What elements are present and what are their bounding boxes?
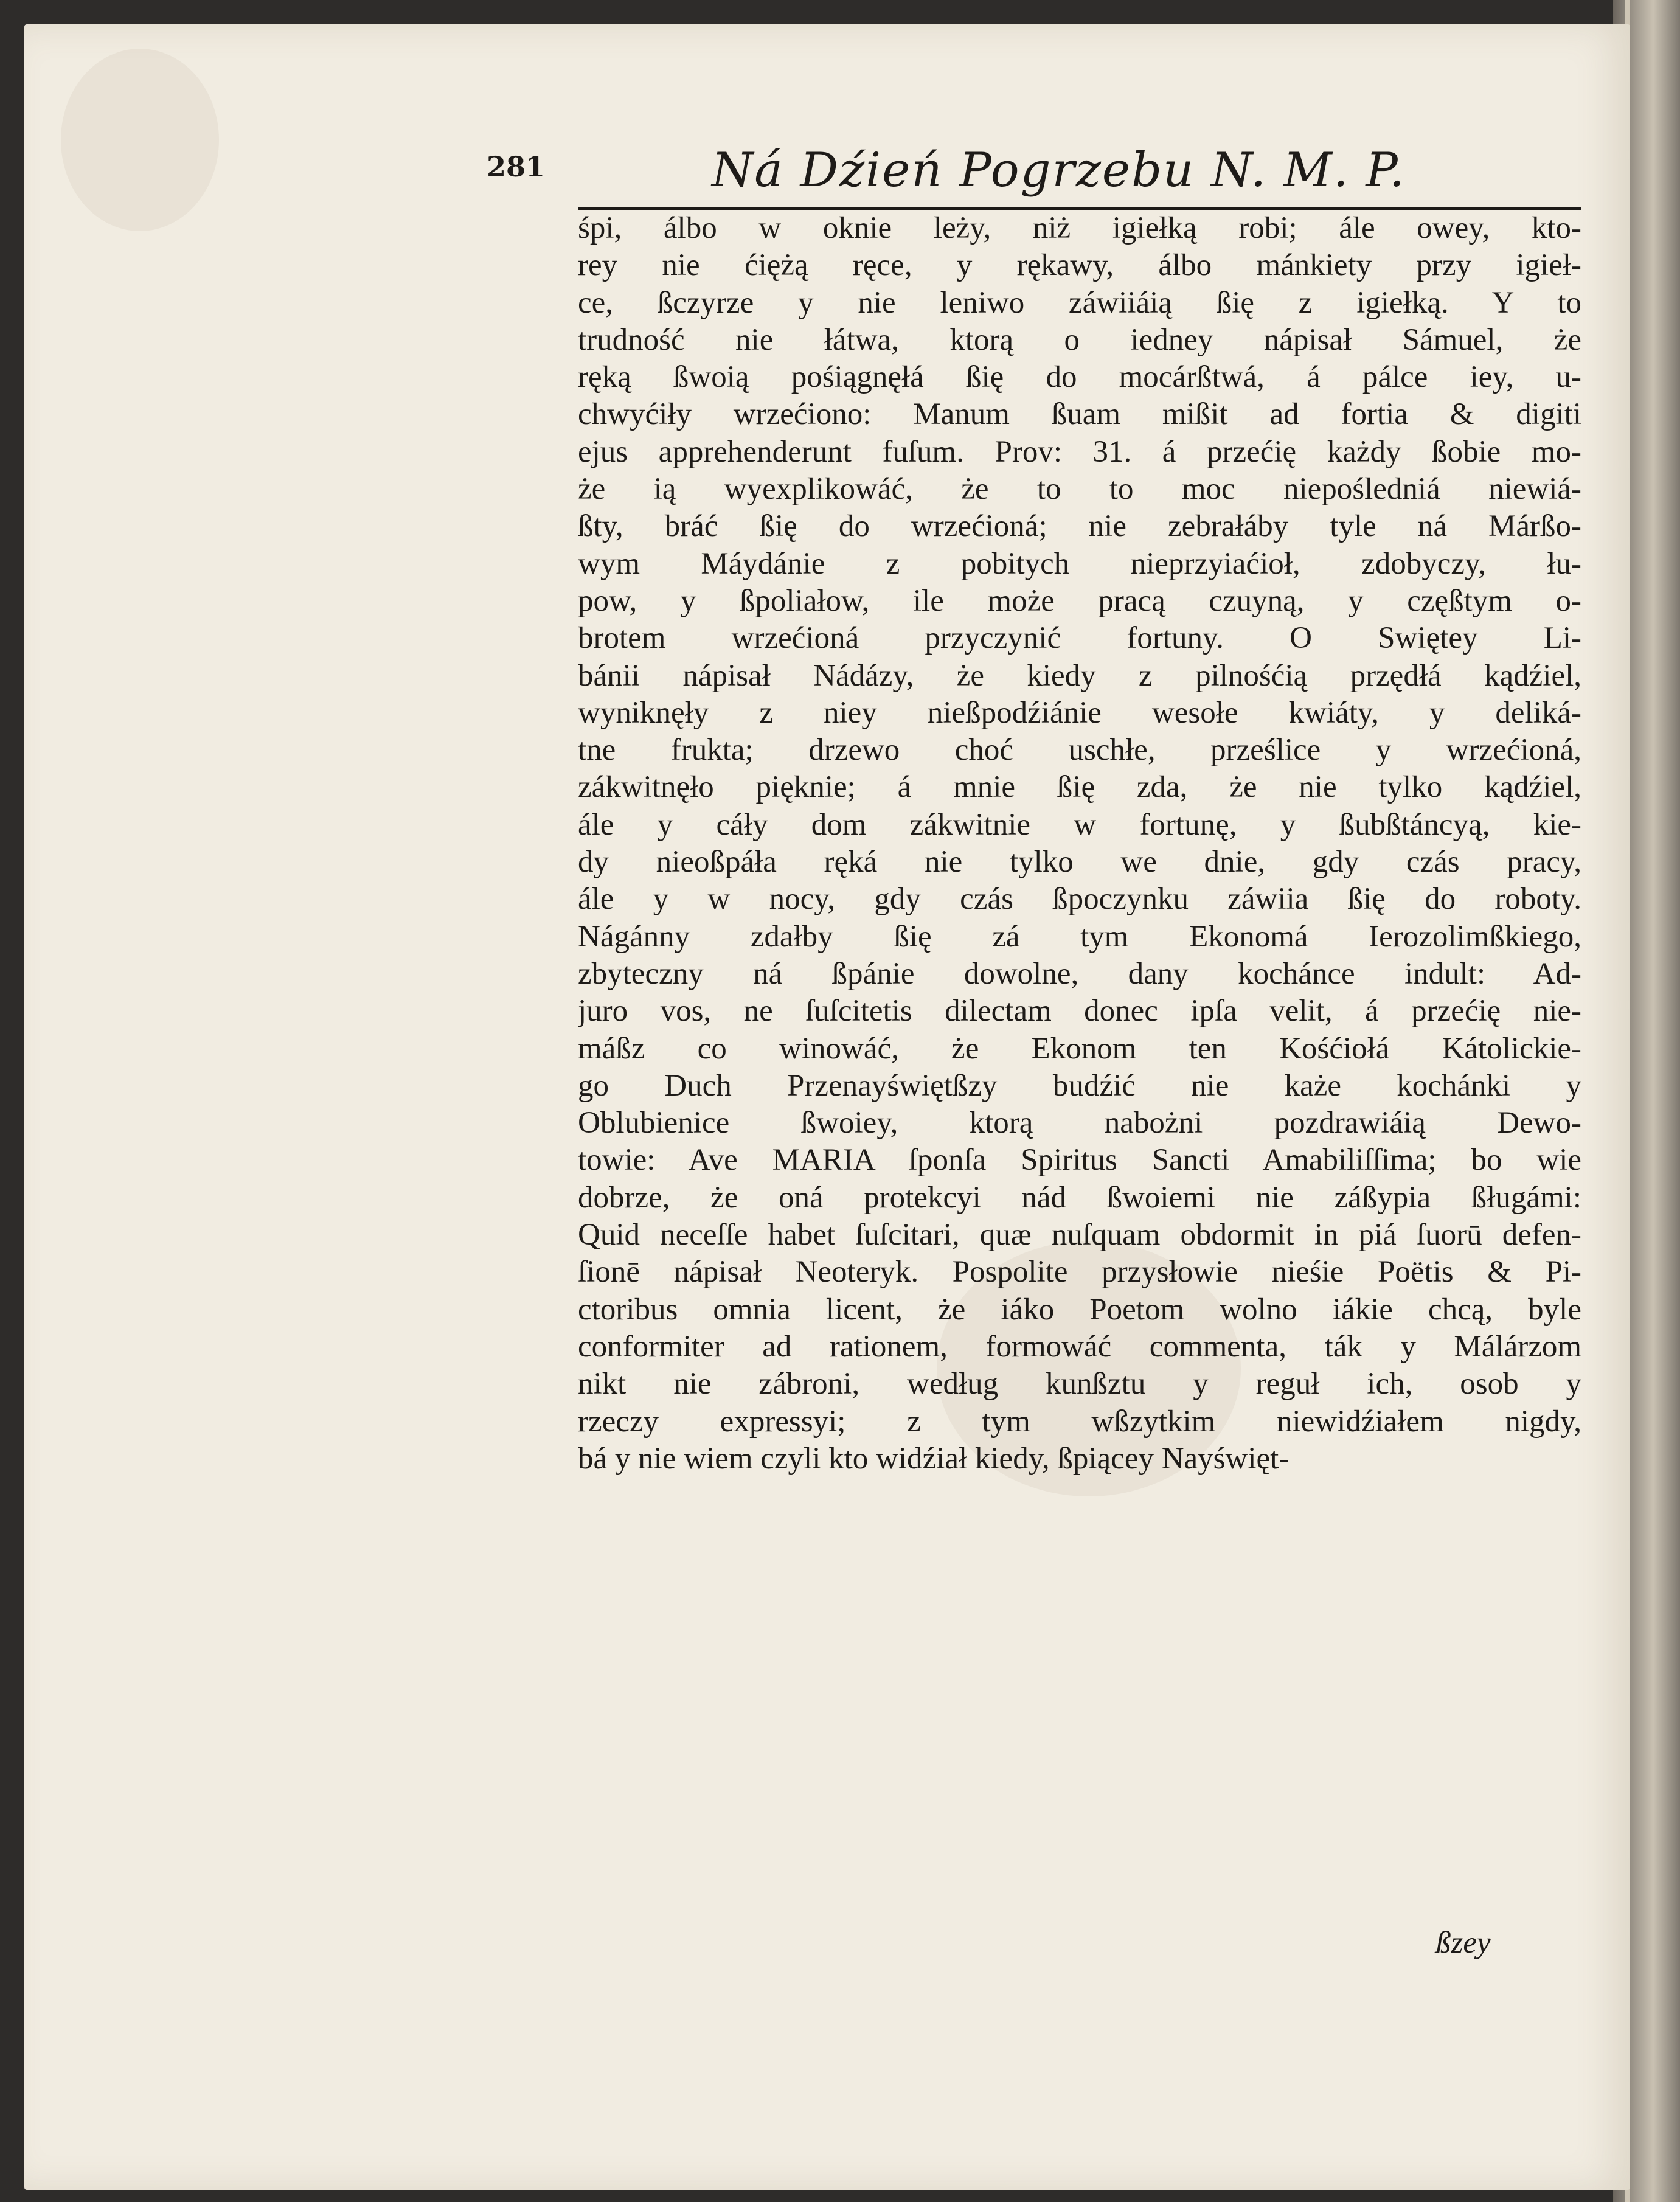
body-line: śpi, álbo w oknie leży, niż igiełką robi; ále owey, kto- — [578, 211, 1581, 245]
body-line: bánii nápisał Nádázy, że kiedy z pilnośćią przędłá kądźiel, — [578, 658, 1581, 693]
body-line: wyniknęły z niey nießpodźiánie wesołe kwiáty, y deliká- — [578, 695, 1581, 730]
text-block — [487, 143, 1581, 1960]
page-number: 281 — [487, 150, 546, 183]
body-line: ce, ßczyrze y nie leniwo záwiiáią ßię z igiełką. Y to — [578, 285, 1581, 320]
body-line: ręką ßwoią pośiągnęłá ßię do mocárßtwá, á pálce iey, u- — [578, 360, 1581, 395]
body-line: Nágánny zdałby ßię zá tym Ekonomá Ierozolimßkiego, — [578, 919, 1581, 954]
body-line: towie: Ave MARIA ſponſa Spiritus Sancti Amabiliſſima; bo wie — [578, 1143, 1581, 1178]
body-line: zákwitnęło pięknie; á mnie ßię zda, że nie tylko kądźiel, — [578, 770, 1581, 805]
body-line: ejus apprehenderunt fuſum. Prov: 31. á przećię każdy ßobie mo- — [578, 434, 1581, 469]
body-line: máßz co winowáć, że Ekonom ten Kośćiołá Kátolickie- — [578, 1031, 1581, 1066]
body-text — [578, 210, 1581, 1478]
running-title: Ná Dźień Pogrzebu N. M. P. — [712, 143, 1406, 198]
body-line: ßty, bráć ßię do wrzećioná; nie zebrałáby tyle ná Márßo- — [578, 509, 1581, 544]
body-line: ále y w nocy, gdy czás ßpoczynku záwiia ßię do roboty. — [578, 882, 1581, 917]
catchword: ßzey — [1435, 1926, 1491, 1960]
body-line: ále y cáły dom zákwitnie w fortunę, y ßubßtáncyą, kie- — [578, 807, 1581, 842]
body-line: dobrze, że oná protekcyi nád ßwoiemi nie záßypia ßługámi: — [578, 1180, 1581, 1215]
body-line: ſionē nápisał Neoteryk. Pospolite przysłowie nieśie Poëtis & Pi- — [578, 1255, 1581, 1290]
body-line: pow, y ßpoliałow, ile może pracą czuyną, y częßtym o- — [578, 583, 1581, 618]
body-line: brotem wrzećioná przyczynić fortuny. O Swiętey Li- — [578, 621, 1581, 656]
body-line: Quid neceſſe habet ſuſcitari, quæ nuſquam obdormit in piá ſuorū defen- — [578, 1218, 1581, 1252]
body-line: trudność nie łátwa, ktorą o iedney nápisał Sámuel, że — [578, 322, 1581, 357]
body-line: bá y nie wiem czyli kto widźiał kiedy, ßpiącey Nayświęt- — [578, 1441, 1290, 1476]
body-line: rey nie ćiężą ręce, y rękawy, álbo mánkiety przy igieł- — [578, 248, 1581, 283]
body-line: juro vos, ne ſuſcitetis dilectam donec ipſa velit, á przećię nie- — [578, 994, 1581, 1029]
body-line: go Duch Przenayświętßzy budźić nie każe kochánki y — [578, 1068, 1581, 1103]
page-header — [487, 143, 1581, 198]
body-line: nikt nie zábroni, według kunßztu y reguł ich, osob y — [578, 1367, 1581, 1401]
body-line: tne frukta; drzewo choć uschłe, prześlice y wrzećioná, — [578, 733, 1581, 768]
paper-stain — [61, 49, 219, 231]
body-line: że ią wyexplikowáć, że to to moc niepośledniá niewiá- — [578, 472, 1581, 507]
body-line: wym Máydánie z pobitych nieprzyiaćioł, zdobyczy, łu- — [578, 546, 1581, 581]
body-line: dy nieoßpáła ręká nie tylko we dnie, gdy czás pracy, — [578, 845, 1581, 880]
body-line: zbyteczny ná ßpánie dowolne, dany kochánce indult: Ad- — [578, 956, 1581, 991]
body-line: rzeczy expressyi; z tym wßzytkim niewidźiałem nigdy, — [578, 1404, 1581, 1439]
body-line: ctoribus omnia licent, że iáko Poetom wolno iákie chcą, byle — [578, 1292, 1581, 1327]
body-line: Oblubienice ßwoiey, ktorą nabożni pozdrawiáią Dewo- — [578, 1106, 1581, 1141]
body-line: conformiter ad rationem, formowáć commenta, ták y Málárzom — [578, 1329, 1581, 1364]
body-line: chwyćiły wrzećiono: Manum ßuam mißit ad fortia & digiti — [578, 397, 1581, 432]
